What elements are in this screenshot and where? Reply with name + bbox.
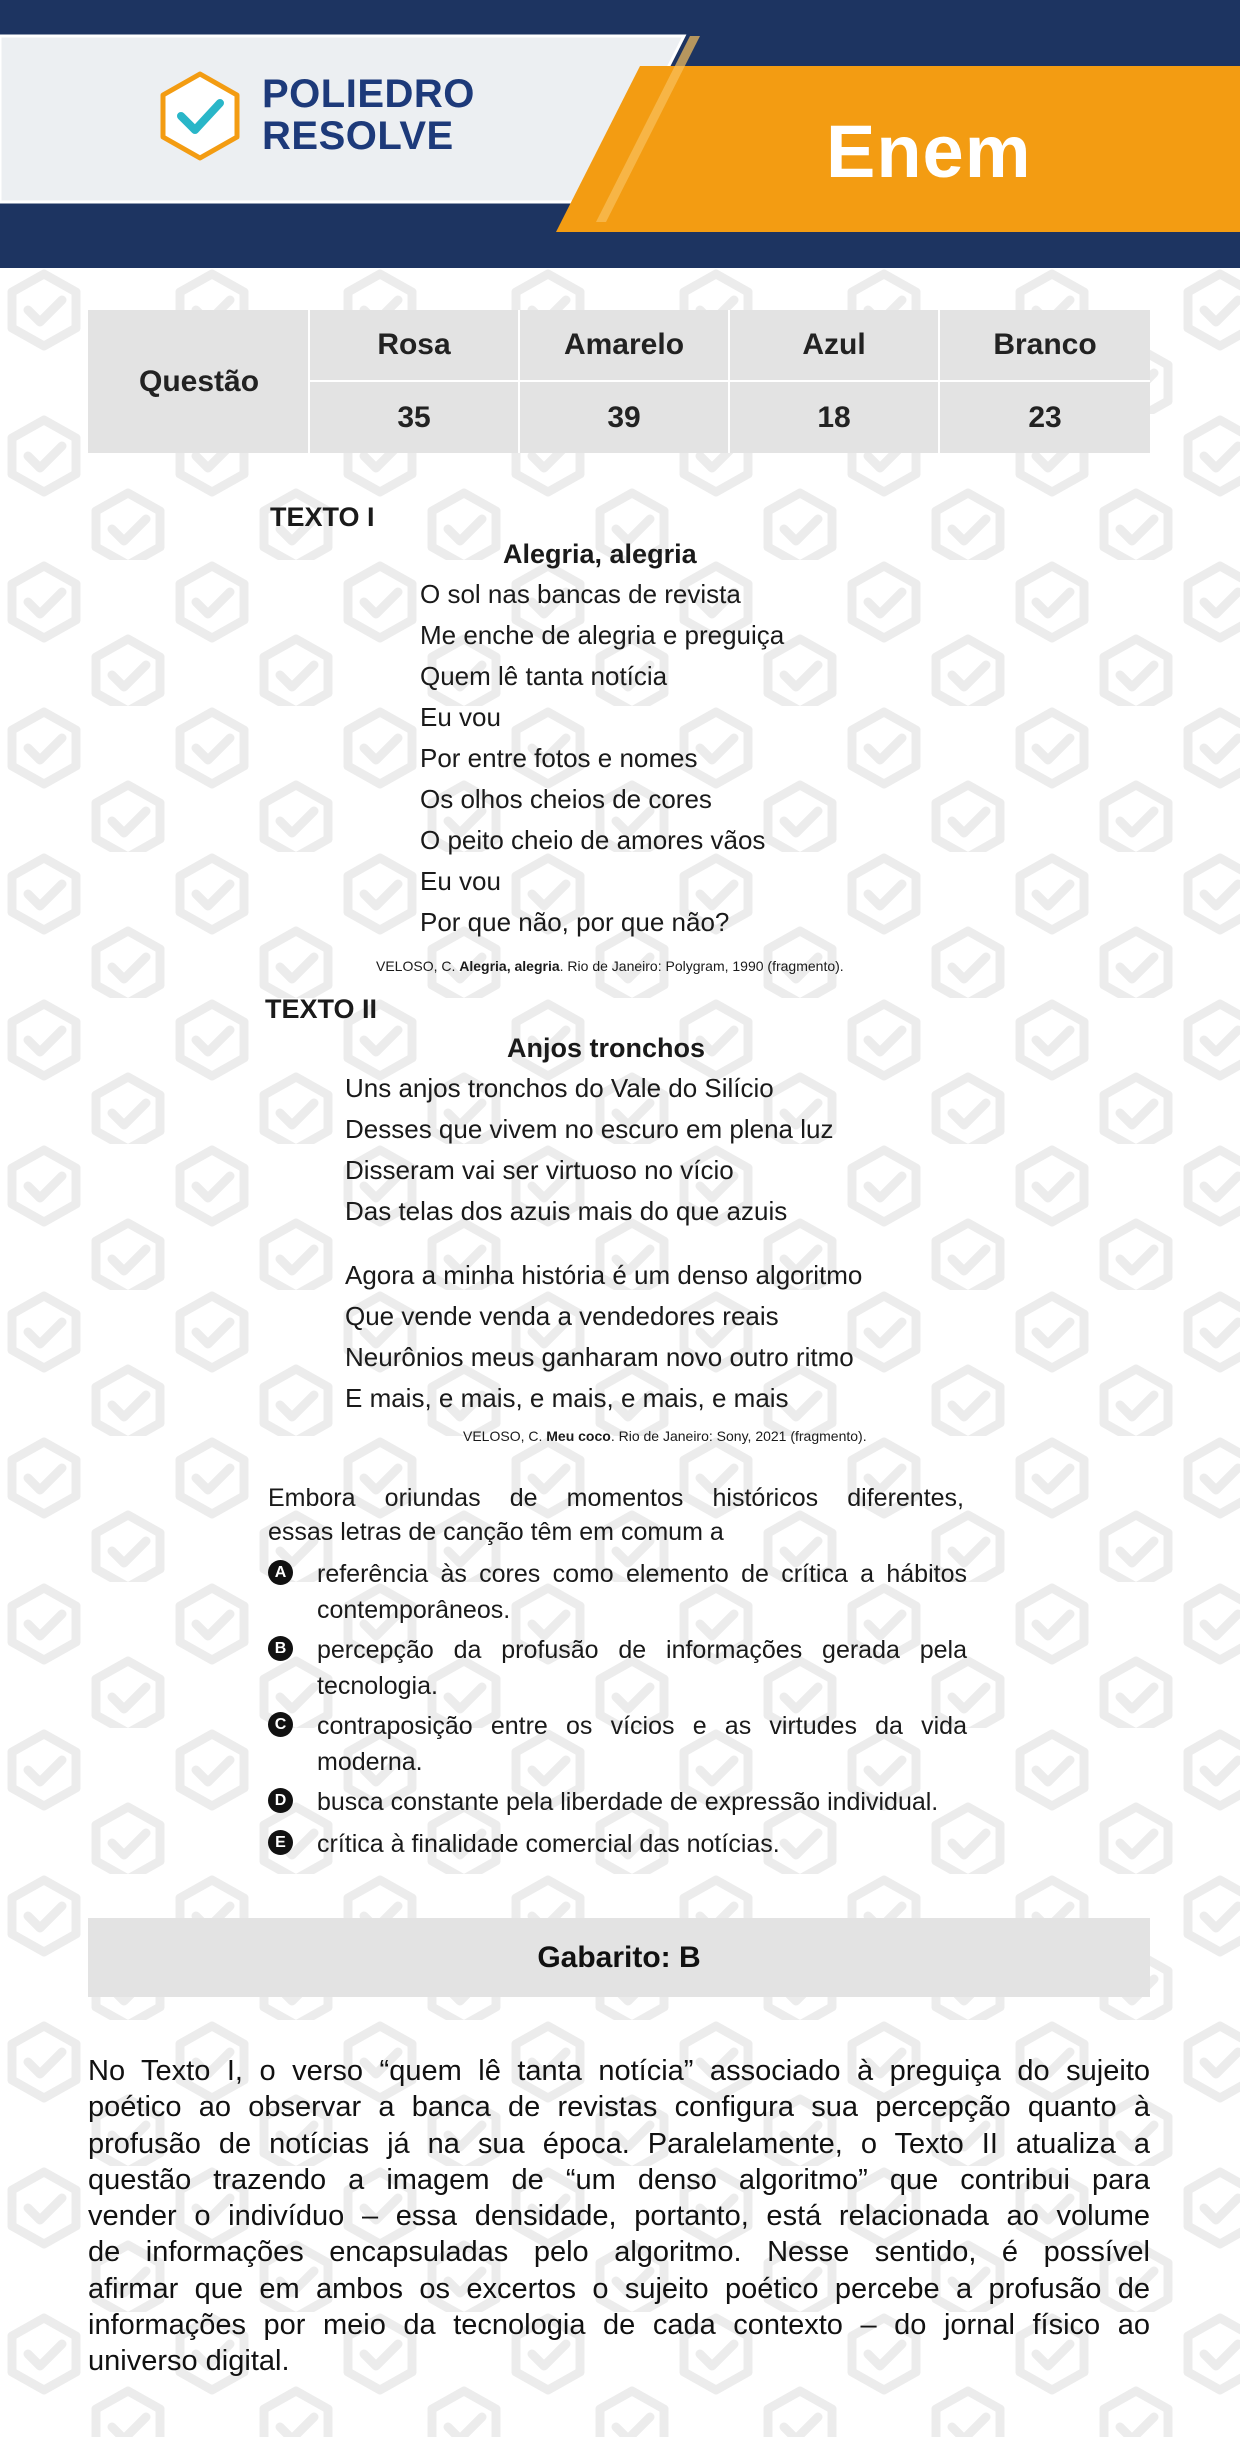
option-text: crítica à finalidade comercial das notícias. — [317, 1830, 780, 1858]
option-text: referência às cores como elemento de crítica a hábitos — [317, 1560, 967, 1588]
brand-line2: RESOLVE — [262, 114, 454, 158]
texto2-stanza2 — [345, 1255, 862, 1419]
source-work: Meu coco — [546, 1428, 611, 1444]
brand-name — [262, 74, 475, 158]
explanation-line: vender o indivíduo – essa densidade, portanto, está relacionada ao volume — [88, 2200, 1150, 2233]
answer-key: Gabarito: B — [88, 1918, 1150, 1997]
verse-line: Neurônios meus ganharam novo outro ritmo — [345, 1342, 854, 1372]
option-text: busca constante pela liberdade de expressão individual. — [317, 1788, 939, 1816]
option-text: moderna. — [317, 1748, 423, 1776]
verse-line: Eu vou — [420, 866, 501, 896]
source-author: VELOSO, C. — [376, 958, 456, 974]
verse-line: Disseram vai ser virtuoso no vício — [345, 1155, 734, 1185]
verse-line: Eu vou — [420, 702, 501, 732]
stem-line: Embora oriundas de momentos históricos diferentes, — [268, 1484, 964, 1512]
option-text: contemporâneos. — [317, 1596, 511, 1624]
column-label-amarelo: Amarelo — [563, 328, 685, 361]
verse-line: Os olhos cheios de cores — [420, 784, 712, 814]
texto1-source — [376, 958, 844, 974]
brand-line1: POLIEDRO — [262, 72, 475, 116]
verse-line: Que vende venda a vendedores reais — [345, 1301, 779, 1331]
verse-line: O sol nas bancas de revista — [420, 579, 741, 609]
option-text: tecnologia. — [317, 1672, 438, 1700]
header-banner — [0, 0, 1240, 268]
source-details: . Rio de Janeiro: Polygram, 1990 (fragmento). — [559, 958, 844, 974]
column-value-branco: 23 — [1028, 400, 1062, 434]
verse-line: Desses que vivem no escuro em plena luz — [345, 1114, 834, 1144]
verse-line: Me enche de alegria e preguiça — [420, 620, 785, 650]
column-label-branco: Branco — [993, 328, 1097, 361]
texto2-label: TEXTO II — [265, 994, 378, 1024]
option-letter-a: A — [268, 1560, 293, 1585]
texto1-title: Alegria, alegria — [503, 539, 697, 569]
source-details: . Rio de Janeiro: Sony, 2021 (fragmento). — [610, 1428, 867, 1444]
explanation-line: afirmar que em ambos os excertos o sujeito poético percebe a profusão de — [88, 2272, 1150, 2305]
option-letter-b: B — [268, 1636, 293, 1661]
explanation-line: poético ao observar a banca de revistas configura sua percepção quanto à — [88, 2091, 1150, 2124]
source-author: VELOSO, C. — [463, 1428, 543, 1444]
explanation-line: questão trazendo a imagem de “um denso algoritmo” que contribui para — [88, 2163, 1150, 2196]
column-label-azul: Azul — [802, 328, 866, 361]
check-hexagon-icon — [158, 70, 242, 162]
option-text: contraposição entre os vícios e as virtudes da vida — [317, 1712, 967, 1740]
table-row-header: Questão — [138, 364, 260, 398]
exam-title: Enem — [826, 110, 1032, 193]
texto1-label: TEXTO I — [270, 502, 375, 532]
texto2-source — [463, 1428, 867, 1444]
texto2-stanza1 — [345, 1068, 833, 1232]
texto2-title: Anjos tronchos — [507, 1033, 706, 1063]
column-value-rosa: 35 — [397, 400, 431, 434]
texto1-verses — [420, 574, 784, 943]
explanation-line: No Texto I, o verso “quem lê tanta notícia” associado à preguiça do sujeito — [88, 2055, 1150, 2087]
column-label-rosa: Rosa — [377, 328, 451, 361]
option-letter-d: D — [268, 1788, 293, 1813]
source-work: Alegria, alegria — [459, 958, 560, 974]
explanation-line: de informações encapsuladas pelo algoritmo. Nesse sentido, é possível — [88, 2236, 1150, 2269]
verse-line: O peito cheio de amores vãos — [420, 825, 766, 855]
explanation-line: profusão de notícias já na sua época. Paralelamente, o Texto II atualiza a — [88, 2127, 1150, 2160]
question-number-table — [88, 310, 1150, 453]
explanation-line: universo digital. — [88, 2345, 290, 2378]
option-letter-c: C — [268, 1712, 293, 1737]
verse-line: Por que não, por que não? — [420, 907, 730, 937]
column-value-amarelo: 39 — [607, 400, 641, 434]
verse-line: Uns anjos tronchos do Vale do Silício — [345, 1073, 774, 1103]
verse-line: Agora a minha história é um denso algoritmo — [345, 1260, 863, 1290]
explanation — [88, 2053, 1150, 2380]
column-value-azul: 18 — [817, 400, 851, 434]
explanation-line: informações por meio da tecnologia de cada contexto – do jornal físico ao — [88, 2309, 1150, 2342]
option-text: percepção da profusão de informações gerada pela — [317, 1636, 967, 1664]
option-letter-e: E — [268, 1830, 293, 1855]
question-stem — [268, 1481, 964, 1549]
verse-line: E mais, e mais, e mais, e mais, e mais — [345, 1383, 789, 1413]
verse-line: Quem lê tanta notícia — [420, 661, 668, 691]
verse-line: Das telas dos azuis mais do que azuis — [345, 1196, 788, 1226]
verse-line: Por entre fotos e nomes — [420, 743, 698, 773]
stem-line: essas letras de canção têm em comum a — [268, 1518, 724, 1546]
